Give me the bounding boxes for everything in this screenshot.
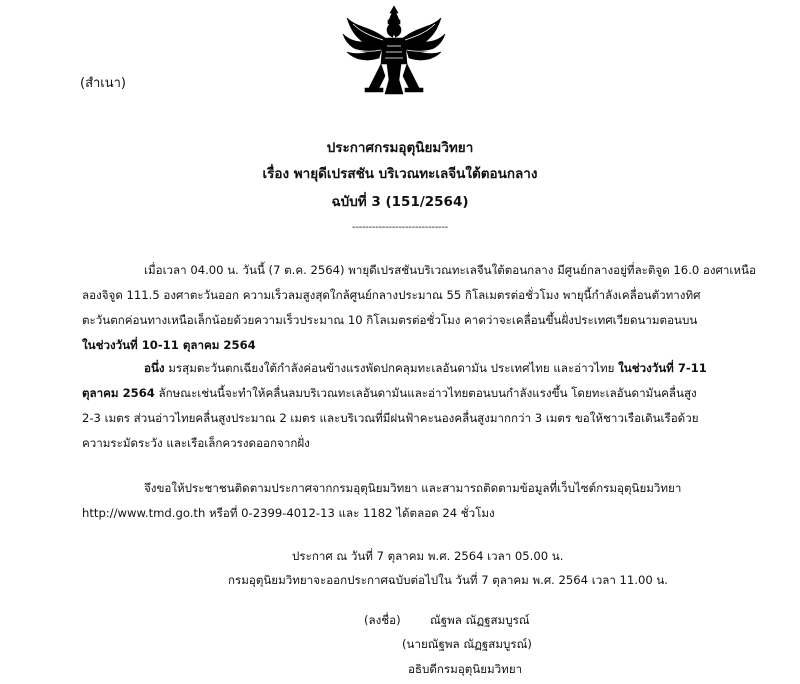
title-separator: ----------------------------- [352,222,448,233]
document-subject: เรื่อง พายุดีเปรสชัน บริเวณทะเลจีนใต้ตอนกลาง [262,166,538,182]
signature-label: (ลงชื่อ) [364,613,401,627]
paragraph-line [82,356,722,381]
paragraph-line: ความระมัดระวัง และเรือเล็กควรงดออกจากฝั่ง [82,436,310,450]
signatory-position: อธิบดีกรมอุตุนิยมวิทยา [408,662,523,676]
document-issue-number: ฉบับที่ 3 (151/2564) [331,194,469,210]
paragraph-storm-status [82,258,756,358]
paragraph-line: เมื่อเวลา 04.00 น. วันนี้ (7 ต.ค. 2564) พายุดีเปรสชันบริเวณทะเลจีนใต้ตอนกลาง มีศูนย์กลางอยู่ที่ละติจูด 16.0 องศาเหนือ [144,263,756,277]
paragraph-date-range: ตุลาคม 2564 [82,386,155,400]
paragraph-line: http://www.tmd.go.th หรือที่ 0-2399-4012-13 และ 1182 ได้ตลอด 24 ชั่วโมง [82,506,495,520]
announcement-datetime: ประกาศ ณ วันที่ 7 ตุลาคม พ.ศ. 2564 เวลา 05.00 น. [292,549,564,563]
paragraph-line [82,381,722,406]
next-issue-notice: กรมอุตุนิยมวิทยาจะออกประกาศฉบับต่อไปใน วันที่ 7 ตุลาคม พ.ศ. 2564 เวลา 11.00 น. [228,573,668,587]
signatory-full-name: (นายณัฐพล ณัฏฐสมบูรณ์) [402,637,532,651]
paragraph-monsoon-warning [82,356,722,456]
paragraph-line: จึงขอให้ประชาชนติดตามประกาศจากกรมอุตุนิยมวิทยา และสามารถติดตามข้อมูลที่เว็บไซต์กรมอุตุนิยมวิทยา [144,481,682,495]
paragraph-date-range: ในช่วงวันที่ 7-11 [618,361,707,375]
paragraph-line-bold: ในช่วงวันที่ 10-11 ตุลาคม 2564 [82,338,256,352]
paragraph-line: 2-3 เมตร ส่วนอ่าวไทยคลื่นสูงประมาณ 2 เมตร และบริเวณที่มีฝนฟ้าคะนองคลื่นสูงมากกว่า 3 เมตร ขอให้ชาวเรือเดินเรือด้วย [82,411,699,425]
paragraph-line: ตะวันตกค่อนทางเหนือเล็กน้อยด้วยความเร็วประมาณ 10 กิโลเมตรต่อชั่วโมง คาดว่าจะเคลื่อนขึ้นฝั่งประเทศเวียดนามตอนบน [82,313,698,327]
copy-label: (สำเนา) [80,76,127,91]
paragraph-text: มรสุมตะวันตกเฉียงใต้กำลังค่อนข้างแรงพัดปกคลุมทะเลอันดามัน ประเทศไทย และอ่าวไทย [164,361,619,375]
signature-name: ณัฐพล ณัฏฐสมบูรณ์ [430,613,530,627]
document-title: ประกาศกรมอุตุนิยมวิทยา [326,140,474,156]
garuda-emblem-icon [339,4,449,96]
paragraph-follow-updates [82,476,722,526]
paragraph-text: ลักษณะเช่นนี้จะทำให้คลื่นลมบริเวณทะเลอันดามันและอ่าวไทยตอนบนกำลังแรงขึ้น โดยทะเลอันดามันคลื่นสูง [154,386,697,400]
paragraph-line: ลองจิจูด 111.5 องศาตะวันออก ความเร็วลมสูงสุดใกล้ศูนย์กลางประมาณ 55 กิโลเมตรต่อชั่วโมง พายุนี้กำลังเคลื่อนตัวทางทิศ [82,288,701,302]
paragraph-lead: อนึ่ง [144,361,165,375]
